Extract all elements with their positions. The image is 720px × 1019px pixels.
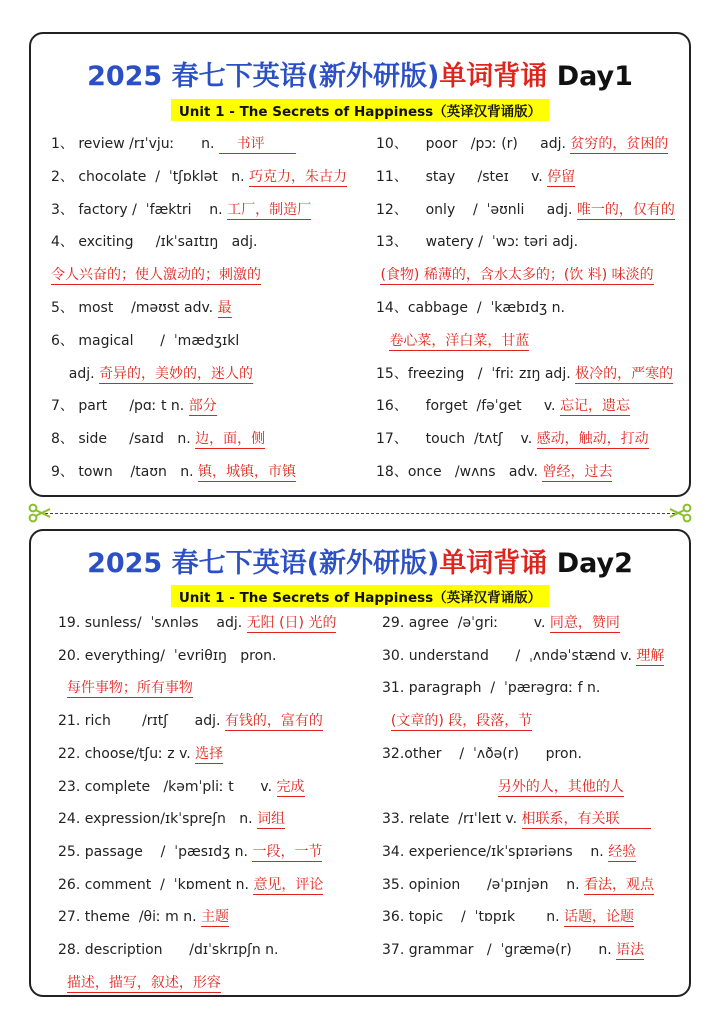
- vocab-entry: 17、 touch /tʌtʃ v.: [376, 431, 537, 448]
- vocab-row: [58, 974, 221, 992]
- vocab-entry: [58, 975, 67, 991]
- vocab-row: [376, 463, 612, 481]
- vocab-entry: [58, 680, 67, 696]
- vocab-row: [376, 430, 649, 448]
- vocab-row: [382, 876, 654, 894]
- vocab-row: [382, 810, 651, 828]
- vocab-row: [376, 266, 654, 284]
- vocab-entry: [376, 333, 389, 349]
- vocab-meaning: 唯一的，仅有的: [576, 201, 675, 218]
- vocab-row: [382, 843, 636, 861]
- vocab-entry: 19. sunless/ ˈsʌnləs adj.: [58, 615, 247, 631]
- vocab-entry: 11、 stay /steɪ v.: [376, 168, 548, 185]
- day2-title-year: 2025: [87, 548, 163, 579]
- cut-line: [45, 513, 675, 514]
- vocab-entry: 18、once /wʌns adv.: [376, 464, 543, 480]
- vocab-meaning: 极冷的，严寒的: [575, 365, 674, 382]
- day2-card: [29, 529, 691, 997]
- vocab-row: [382, 712, 532, 730]
- vocab-entry: 6、 magical / ˈmædʒɪkl: [51, 332, 240, 349]
- vocab-entry: 30. understand / ˌʌndəˈstænd v.: [382, 647, 637, 664]
- day1-title-paren: (新外研版): [306, 61, 440, 92]
- vocab-row: [376, 233, 578, 251]
- vocab-entry: 12、 only / ˈəʊnli adj.: [376, 201, 577, 218]
- vocab-meaning: 奇异的，美妙的，迷人的: [99, 365, 254, 382]
- vocab-entry: 36. topic / ˈtɒpɪk n.: [382, 909, 565, 926]
- vocab-entry: 25. passage / ˈpæsɪdʒ n.: [58, 843, 253, 860]
- vocab-entry: 28. description /dɪˈskrɪpʃn n.: [58, 942, 279, 958]
- day1-title-day: Day1: [556, 61, 633, 92]
- vocab-meaning: 相联系，有关联: [521, 811, 651, 828]
- vocab-meaning: 同意，赞同: [549, 615, 620, 631]
- vocab-row: [51, 365, 253, 383]
- vocab-meaning: 有钱的，富有的: [224, 713, 323, 730]
- vocab-row: [376, 201, 675, 219]
- vocab-meaning: 另外的人，其他的人: [497, 778, 624, 795]
- vocab-entry: 29. agree /əˈgriː v.: [382, 615, 550, 631]
- vocab-row: [58, 876, 323, 894]
- vocab-row: [51, 332, 239, 350]
- vocab-meaning: 看法，观点: [584, 876, 655, 893]
- vocab-entry: 10、 poor /pɔː (r) adj.: [376, 136, 571, 152]
- vocab-row: [382, 778, 624, 796]
- vocab-row: [58, 843, 322, 861]
- vocab-row: [382, 614, 620, 632]
- vocab-entry: 24. expression/ɪkˈspreʃn n.: [58, 811, 258, 828]
- vocab-entry: 3、 factory / ˈfæktri n.: [51, 201, 228, 218]
- vocab-entry: 20. everything/ ˈevriθɪŋ pron.: [58, 647, 277, 664]
- vocab-meaning: 无阳 (日) 光的: [246, 615, 337, 631]
- day2-subtitle-wrap: [31, 585, 689, 607]
- vocab-entry: 13、 watery / ˈwɔː təri adj.: [376, 234, 579, 251]
- vocab-entry: 33. relate /rɪˈleɪt v.: [382, 811, 522, 828]
- vocab-row: [58, 614, 336, 632]
- vocab-entry: 35. opinion /əˈpɪnjən n.: [382, 876, 585, 893]
- vocab-entry: 27. theme /θiː m n.: [58, 909, 202, 926]
- vocab-meaning: 停留: [547, 168, 576, 185]
- day1-title: [31, 54, 689, 93]
- vocab-row: [382, 647, 664, 665]
- vocab-entry: 34. experience/ɪkˈspɪəriəns n.: [382, 843, 609, 860]
- vocab-entry: 14、cabbage / ˈkæbɪdʒ n.: [376, 300, 565, 316]
- vocab-meaning: 曾经，过去: [542, 464, 613, 480]
- day1-subtitle: Unit 1 - The Secrets of Happiness（英译汉背诵版）: [171, 99, 549, 121]
- vocab-row: [58, 745, 223, 763]
- scissors-icon: [28, 503, 52, 523]
- vocab-meaning: 感动，触动，打动: [536, 431, 649, 448]
- vocab-row: [51, 266, 261, 284]
- vocab-meaning: 最: [217, 300, 232, 316]
- vocab-row: [58, 941, 279, 959]
- vocab-row: [51, 201, 311, 219]
- vocab-entry: 22. choose/tʃuː z v.: [58, 745, 196, 762]
- day2-subtitle: Unit 1 - The Secrets of Happiness（英译汉背诵版）: [171, 585, 549, 607]
- vocab-meaning: (食物) 稀薄的，含水太多的；(饮 料) 味淡的: [380, 267, 654, 284]
- vocab-meaning: 语法: [616, 942, 645, 958]
- vocab-entry: 21. rich /rɪtʃ adj.: [58, 713, 225, 730]
- vocab-row: [51, 168, 347, 186]
- vocab-entry: 9、 town /taʊn n.: [51, 464, 198, 480]
- day2-title-mid: 春七下英语: [171, 548, 307, 579]
- vocab-row: [58, 908, 229, 926]
- vocab-entry: 37. grammar / ˈgræmə(r) n.: [382, 942, 617, 958]
- vocab-meaning: 意见，评论: [253, 876, 324, 893]
- vocab-entry: 2、 chocolate / ˈtʃɒklət n.: [51, 168, 249, 185]
- vocab-row: [382, 941, 644, 959]
- vocab-meaning: 书评: [218, 136, 296, 152]
- vocab-meaning: 工厂，制造厂: [227, 201, 312, 218]
- vocab-meaning: 话题，论题: [564, 909, 635, 926]
- vocab-meaning: 经验: [608, 843, 637, 860]
- vocab-row: [382, 745, 582, 763]
- vocab-row: [51, 135, 296, 153]
- vocab-row: [58, 712, 323, 730]
- vocab-entry: 1、 review /rɪˈvjuː n.: [51, 136, 219, 152]
- day1-title-suffix: 单词背诵: [439, 61, 548, 92]
- vocab-row: [376, 168, 575, 186]
- vocab-meaning: 选择: [195, 745, 224, 762]
- vocab-row: [382, 679, 600, 697]
- vocab-meaning: 词组: [257, 811, 286, 828]
- vocab-row: [58, 778, 305, 796]
- vocab-row: [51, 463, 296, 481]
- vocab-entry: 5、 most /məʊst adv.: [51, 300, 218, 316]
- day1-subtitle-wrap: [31, 99, 689, 121]
- vocab-row: [58, 647, 277, 665]
- vocab-entry: 4、 exciting /ɪkˈsaɪtɪŋ adj.: [51, 234, 258, 251]
- vocab-row: [58, 810, 285, 828]
- day1-title-mid: 春七下英语: [171, 61, 307, 92]
- day2-title-suffix: 单词背诵: [439, 548, 548, 579]
- day2-title-paren: (新外研版): [306, 548, 440, 579]
- vocab-meaning: 一段，一节: [252, 843, 323, 860]
- vocab-meaning: 每件事物；所有事物: [66, 680, 193, 697]
- vocab-meaning: 部分: [188, 398, 217, 415]
- vocab-meaning: 主题: [201, 909, 230, 926]
- vocab-row: [376, 365, 673, 383]
- vocab-row: [376, 135, 668, 153]
- vocab-meaning: 卷心菜，洋白菜，甘蓝: [389, 332, 530, 349]
- day1-title-year: 2025: [87, 61, 163, 92]
- vocab-entry: 31. paragraph / ˈpærəgrɑː f n.: [382, 680, 601, 697]
- vocab-row: [51, 397, 217, 415]
- vocab-entry: 7、 part /pɑː t n.: [51, 398, 189, 415]
- vocab-meaning: 巧克力，朱古力: [249, 168, 347, 185]
- day2-title: [31, 541, 689, 580]
- vocab-meaning: 忘记，遗忘: [559, 398, 630, 415]
- vocab-meaning: 边，面，侧: [195, 431, 266, 448]
- vocab-entry: adj.: [51, 365, 100, 382]
- vocab-meaning: 描述，描写，叙述，形容: [66, 974, 221, 991]
- scissors-icon: [668, 503, 692, 523]
- vocab-entry: 23. complete /kəmˈpliː t v.: [58, 778, 277, 795]
- vocab-entry: 15、freezing / ˈfriː zɪŋ adj.: [376, 365, 576, 382]
- vocab-entry: 32.other / ˈʌðə(r) pron.: [382, 745, 582, 762]
- vocab-entry: [382, 779, 498, 795]
- vocab-entry: 16、 forget /fəˈget v.: [376, 398, 560, 415]
- day2-title-day: Day2: [556, 548, 633, 579]
- vocab-row: [51, 299, 232, 317]
- vocab-meaning: 镇，城镇，市镇: [197, 464, 296, 480]
- vocab-meaning: 令人兴奋的；使人激动的；刺激的: [51, 267, 261, 284]
- vocab-row: [51, 430, 265, 448]
- vocab-entry: 26. comment / ˈkɒment n.: [58, 876, 254, 893]
- vocab-meaning: 理解: [636, 647, 665, 664]
- vocab-row: [51, 233, 257, 251]
- vocab-row: [58, 679, 193, 697]
- vocab-entry: [382, 713, 391, 729]
- vocab-entry: 8、 side /saɪd n.: [51, 431, 196, 448]
- vocab-meaning: 完成: [276, 778, 305, 795]
- day1-card: [29, 32, 691, 497]
- vocab-row: [382, 908, 634, 926]
- vocab-meaning: 贫穷的，贫困的: [570, 136, 669, 152]
- vocab-row: [376, 332, 529, 350]
- vocab-row: [376, 397, 630, 415]
- vocab-meaning: (文章的) 段，段落，节: [390, 713, 533, 730]
- vocab-row: [376, 299, 565, 317]
